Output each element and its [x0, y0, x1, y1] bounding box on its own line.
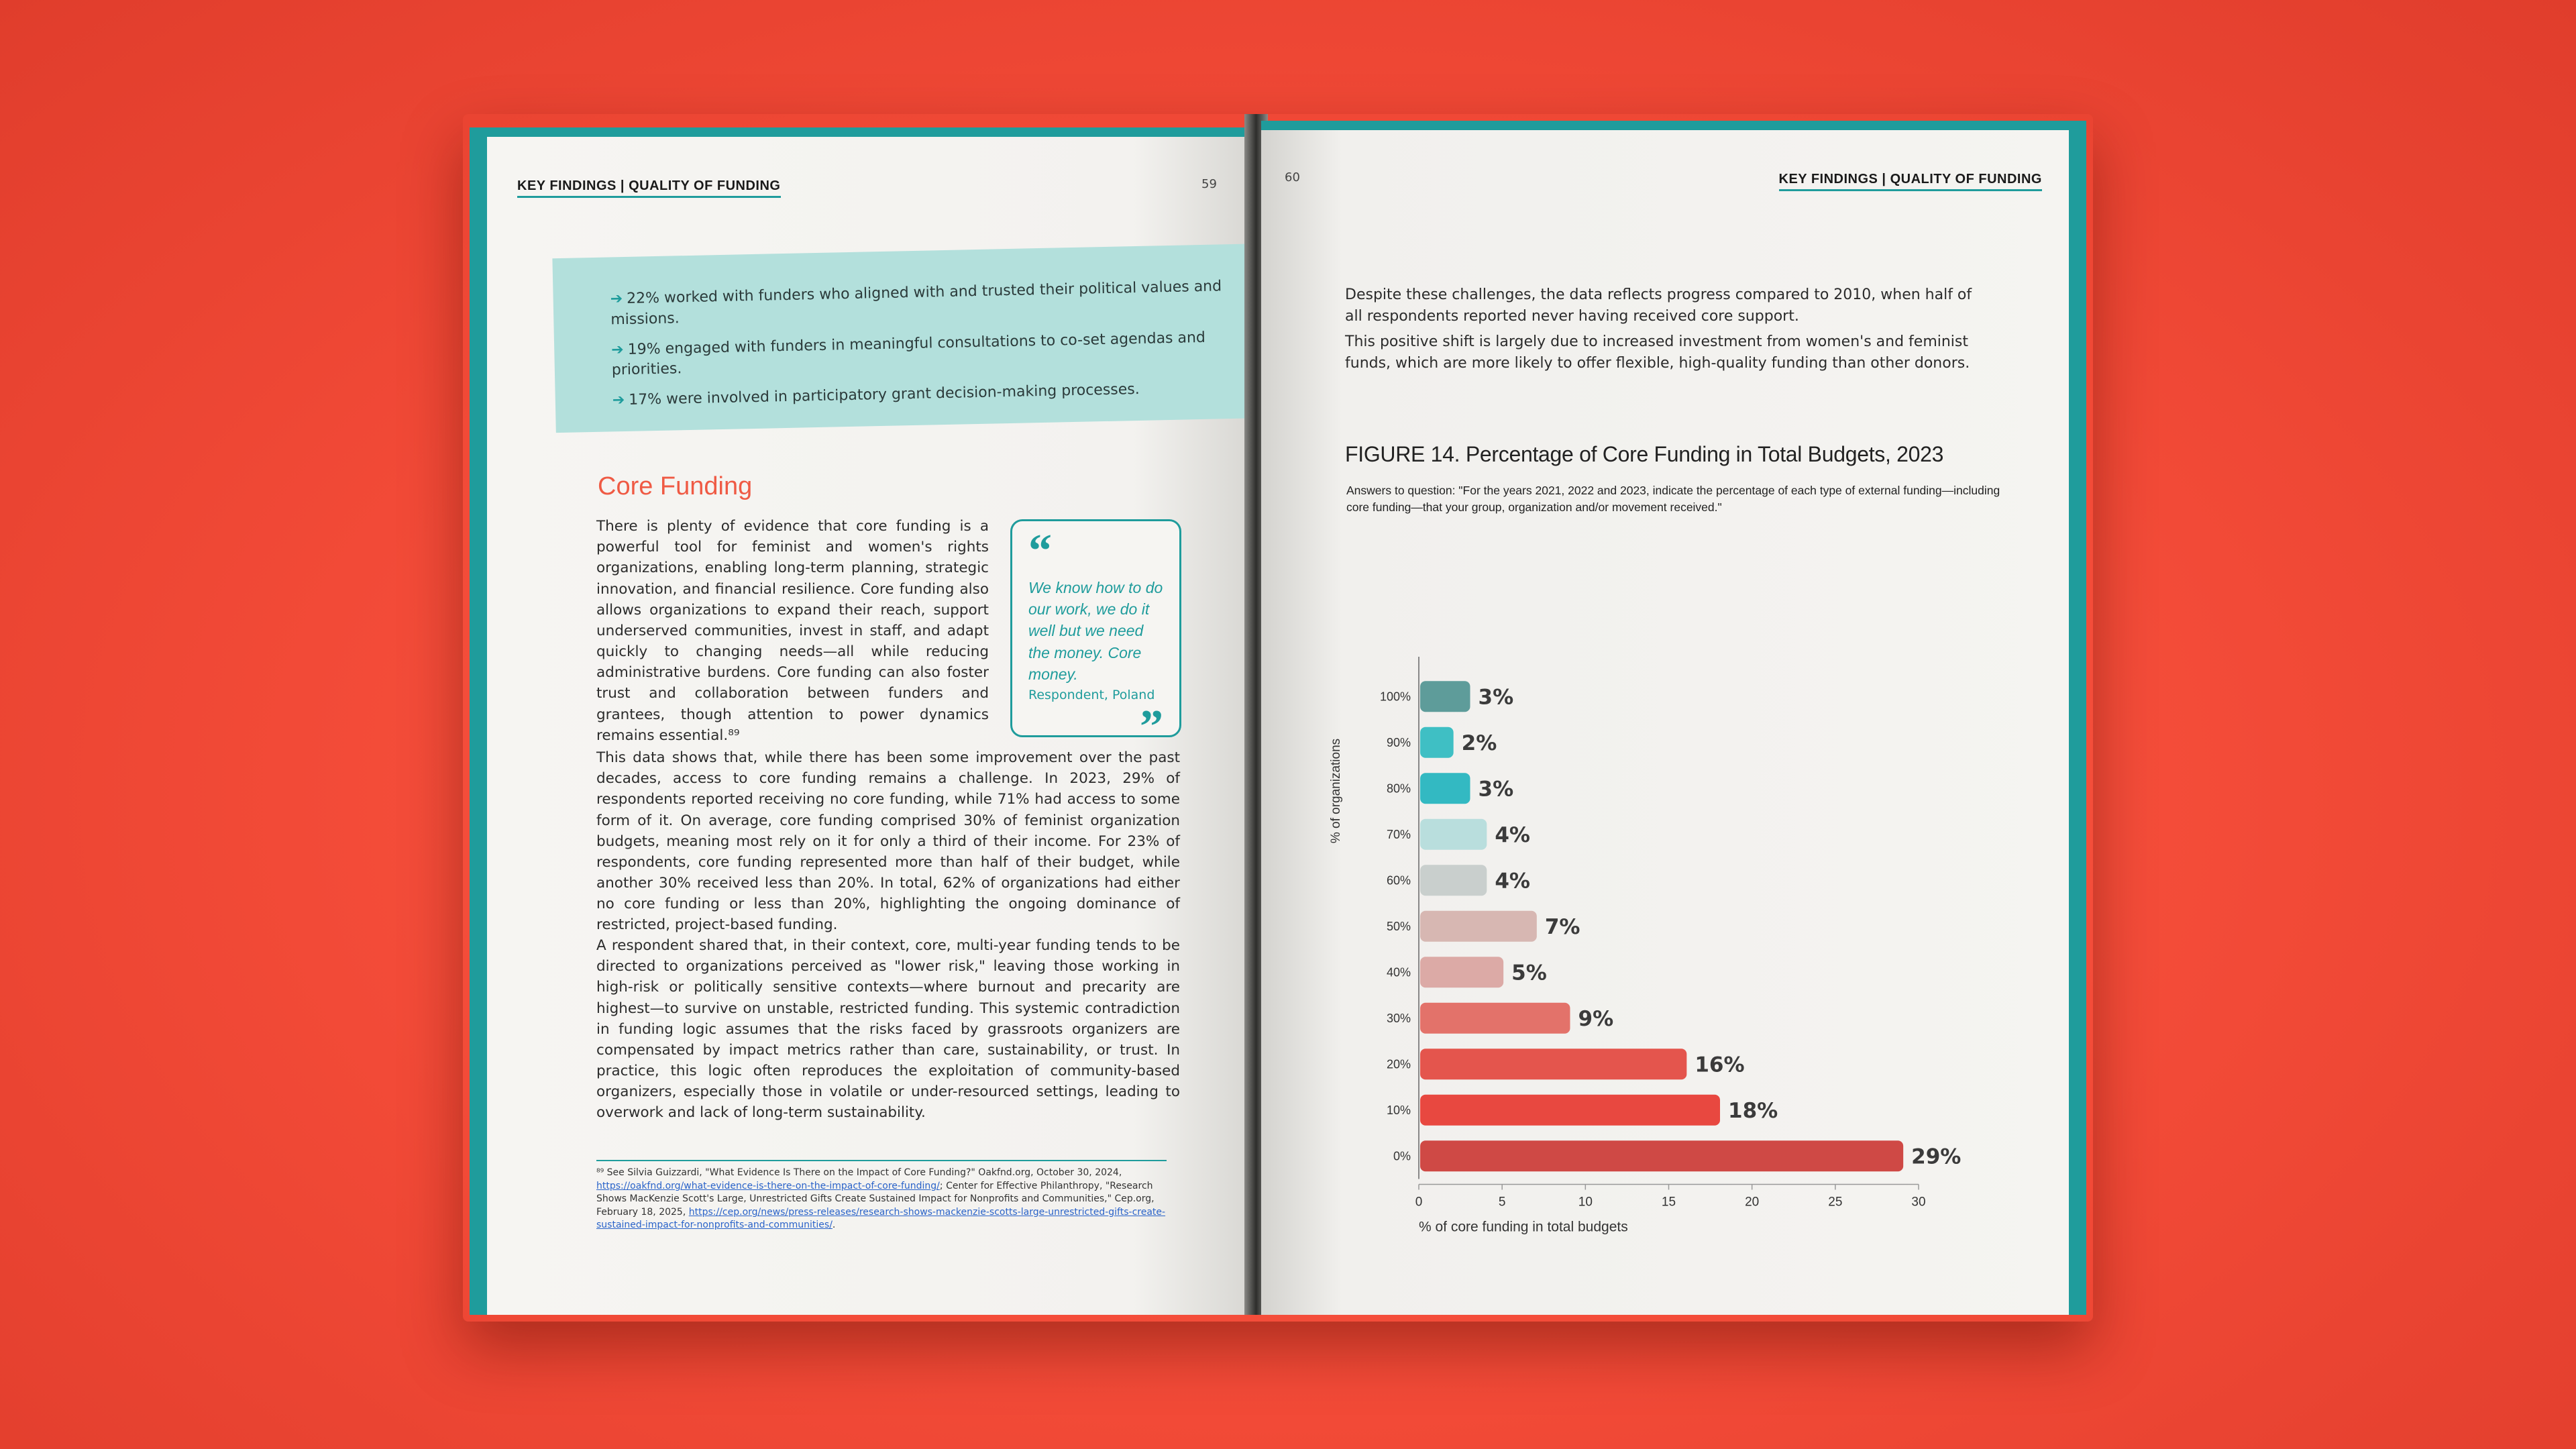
running-head-right: KEY FINDINGS | QUALITY OF FUNDING — [1779, 172, 2043, 191]
callout-item: ➔ 19% engaged with funders in meaningful consultations to co-set agendas and priorities. — [611, 329, 1206, 379]
y-tick-label: 60% — [1386, 873, 1411, 888]
bar — [1420, 1003, 1570, 1034]
data-label: 5% — [1511, 961, 1547, 985]
bar — [1420, 819, 1487, 850]
x-tick-label: 15 — [1661, 1195, 1676, 1210]
close-quote-icon: ” — [1140, 700, 1163, 753]
bar — [1420, 1095, 1720, 1126]
x-tick-label: 30 — [1911, 1195, 1926, 1210]
y-tick-label: 50% — [1386, 919, 1411, 933]
arrow-icon: ➔ — [610, 290, 623, 308]
y-tick-label: 40% — [1386, 965, 1411, 979]
bar — [1420, 957, 1503, 987]
y-tick-label: 30% — [1386, 1011, 1411, 1025]
y-tick-label: 10% — [1386, 1103, 1411, 1117]
data-label: 16% — [1695, 1053, 1745, 1077]
left-page — [470, 127, 1248, 1315]
x-tick-label: 0 — [1415, 1195, 1423, 1210]
page-number-right: 60 — [1285, 170, 1300, 184]
right-paragraph-1: Despite these challenges, the data reflects progress compared to 2010, when half of all respondents reported never having received core support. — [1345, 286, 1972, 325]
footnote-link[interactable]: https://cep.org/news/press-releases/research-shows-mackenzie-scotts-large-unrestricted-gifts-create-sustained-impact-for-nonprofits-and-communities/ — [596, 1206, 1166, 1231]
y-tick-label: 70% — [1386, 827, 1411, 841]
right-page — [1261, 121, 2086, 1315]
paragraph-3: A respondent shared that, in their context, core, multi-year funding tends to be directed to organizations perceived as "lower risk," leaving those working in high-risk or politically sensitive contexts—where burnout and precarity are highest—to survive on unstable, restricted funding. This systemic contradiction in funding logic assumes that the risks faced by grassroots organizers are compensated by impact metrics rather than care, sustainability, or trust. In practice, this logic often reproduces the exploitation of community-based organizers, especially those in volatile or under-resourced settings, leading to overwork and lack of long-term sustainability. — [596, 937, 1180, 1122]
y-tick-label: 100% — [1379, 690, 1411, 704]
page-number-left: 59 — [1201, 177, 1217, 191]
paragraph-1: There is plenty of evidence that core funding is a powerful tool for feminist and women's rights organizations, enabling long-term planning, strategic innovation, and financial resilience. Core funding also allows organizations to expand their reach, support underserved communities, invest in staff, and adapt quickly to changing needs—all while reducing administrative burdens. Core funding can also foster trust and collaboration between funders and grantees, though attention to power dynamics remains essential.⁸⁹ — [596, 518, 989, 744]
bar — [1420, 865, 1487, 896]
quote-text: We know how to do our work, we do it well but we need the money. Core money. — [1028, 579, 1163, 683]
x-axis-label: % of core funding in total budgets — [1419, 1219, 1628, 1235]
running-head-left: KEY FINDINGS | QUALITY OF FUNDING — [517, 178, 781, 198]
y-tick-label: 20% — [1386, 1057, 1411, 1071]
section-title: Core Funding — [598, 472, 753, 500]
data-label: 2% — [1461, 731, 1497, 755]
arrow-icon: ➔ — [612, 392, 625, 409]
callout-box — [552, 244, 1273, 433]
right-paragraph-2: This positive shift is largely due to increased investment from women's and feminist funds, which are more likely to offer flexible, high-quality funding than other donors. — [1345, 333, 1970, 372]
x-tick-label: 25 — [1828, 1195, 1843, 1210]
quote-attribution: Respondent, Poland — [1028, 687, 1155, 702]
callout-item: ➔ 22% worked with funders who aligned with and trusted their political values and missions. — [610, 278, 1222, 329]
figure-title: FIGURE 14. Percentage of Core Funding in Total Budgets, 2023 — [1345, 442, 1944, 466]
x-tick-label: 20 — [1745, 1195, 1760, 1210]
data-label: 7% — [1544, 914, 1580, 939]
y-tick-label: 80% — [1386, 782, 1411, 796]
arrow-icon: ➔ — [611, 341, 624, 359]
y-tick-label: 90% — [1386, 735, 1411, 749]
data-label: 29% — [1911, 1144, 1962, 1169]
pull-quote — [1010, 519, 1181, 753]
paragraph-2: This data shows that, while there has been some improvement over the past decades, access to core funding remains a challenge. In 2023, 29% of respondents reported receiving no core funding, while 71% had access to some form of it. On average, core funding comprised 30% of feminist organization budgets, meaning most rely on it for only a third of their income. For 23% of respondents, core funding represented more than half of their budget, while another 30% received less than 20%. In total, 62% of organizations had either no core funding or less than 20%, highlighting the ongoing dominance of restricted, project-based funding. — [596, 749, 1180, 934]
y-axis-label: % of organizations — [1329, 738, 1343, 844]
x-tick-label: 5 — [1498, 1195, 1506, 1210]
data-label: 4% — [1495, 822, 1530, 847]
footnote-link[interactable]: https://oakfnd.org/what-evidence-is-there-on-the-impact-of-core-funding/ — [596, 1180, 940, 1191]
bar — [1420, 1049, 1686, 1079]
core-funding-bar-chart — [1322, 539, 1979, 1250]
data-label: 9% — [1578, 1006, 1614, 1031]
bar — [1420, 773, 1470, 804]
y-tick-label: 0% — [1393, 1149, 1411, 1163]
open-quote-icon: “ — [1028, 525, 1052, 577]
bar — [1420, 1140, 1903, 1171]
data-label: 18% — [1728, 1098, 1778, 1123]
bar — [1420, 911, 1537, 942]
data-label: 3% — [1478, 685, 1514, 710]
data-label: 4% — [1495, 869, 1530, 894]
x-tick-label: 10 — [1578, 1195, 1593, 1210]
bar — [1420, 727, 1454, 758]
figure-subtitle: Answers to question: "For the years 2021, 2022 and 2023, indicate the percentage of each type of external funding—including core funding—that your group, organization and/or movement received." — [1346, 484, 2000, 515]
bar — [1420, 681, 1470, 712]
footnote: ⁸⁹ See Silvia Guizzardi, "What Evidence Is There on the Impact of Core Funding?" Oakfnd.org, October 30, 2024, https://oakfnd.org/what-evidence-is-there-on-the-impact-of-core-funding/; Center for Effective Philanthropy, "Research Shows MacKenzie Scott's Large, Unrestricted Gifts Create Sustained Impact for Nonprofits and Communities," Cep.org, February 18, 2025, https://cep.org/news/press-releases/research-shows-mackenzie-scotts-large-unrestricted-gifts-create-sustained-impact-for-nonprofits-and-communities/. — [596, 1160, 1167, 1232]
data-label: 3% — [1478, 777, 1514, 802]
callout-item: ➔ 17% were involved in participatory grant decision-making processes. — [612, 381, 1140, 409]
